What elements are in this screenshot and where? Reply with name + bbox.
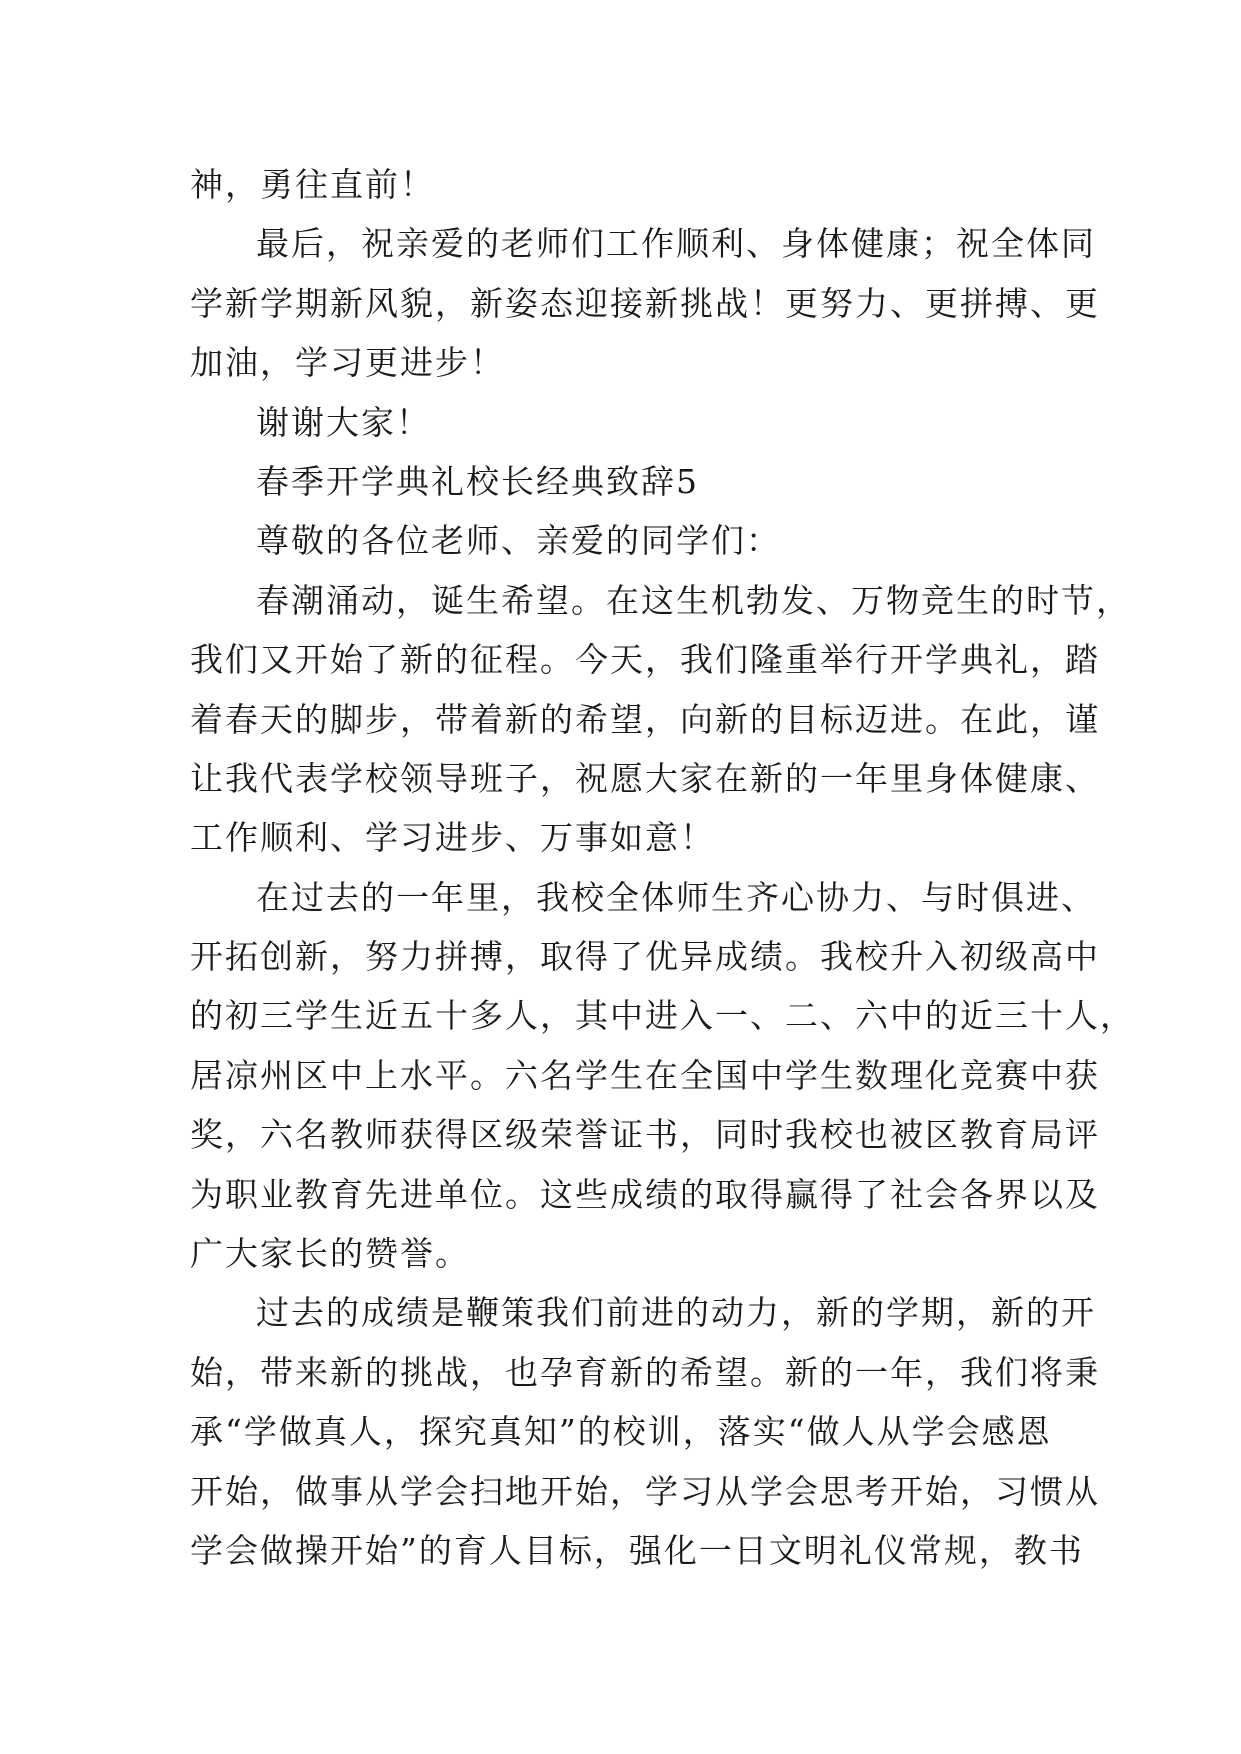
text-line: 过去的成绩是鞭策我们前进的动力，新的学期，新的开 [256,1293,1096,1333]
text-line: 神，勇往直前！ [190,165,435,204]
text-line: 尊敬的各位老师、亲爱的同学们： [256,521,781,561]
text-line: 的初三学生近五十多人，其中进入一、二、六中的近三十人， [190,996,1135,1036]
text-line: 开始，做事从学会扫地开始，学习从学会思考开始，习惯从 [190,1471,1100,1511]
text-line: 广大家长的赞誉。 [190,1234,470,1274]
text-line: 工作顺利、学习进步、万事如意！ [190,818,715,858]
body-text [190,155,1135,1580]
text-line: 学新学期新风貌，新姿态迎接新挑战！更努力、更拼搏、更 [190,283,1100,323]
text-line: 始，带来新的挑战，也孕育新的希望。新的一年，我们将秉 [190,1352,1100,1392]
text-line: 春潮涌动，诞生希望。在这生机勃发、万物竞生的时节， [256,580,1131,620]
text-line: 学会做操开始”的育人目标，强化一日文明礼仪常规，教书 [190,1530,1084,1570]
text-line: 我们又开始了新的征程。今天，我们隆重举行开学典礼，踏 [190,640,1100,680]
text-line: 为职业教育先进单位。这些成绩的取得赢得了社会各界以及 [190,1174,1100,1214]
text-line: 谢谢大家！ [256,402,431,442]
text-line: 在过去的一年里，我校全体师生齐心协力、与时俱进、 [256,877,1096,917]
text-line: 春季开学典礼校长经典致辞5 [256,461,699,501]
text-line: 让我代表学校领导班子，祝愿大家在新的一年里身体健康、 [190,758,1100,798]
text-line: 着春天的脚步，带着新的希望，向新的目标迈进。在此，谨 [190,699,1100,739]
text-line: 居凉州区中上水平。六名学生在全国中学生数理化竞赛中获 [190,1055,1100,1095]
text-line: 最后，祝亲爱的老师们工作顺利、身体健康；祝全体同 [256,224,1096,264]
text-line: 奖，六名教师获得区级荣誉证书，同时我校也被区教育局评 [190,1115,1100,1155]
text-line: 加油，学习更进步！ [190,343,505,383]
text-line: 承“学做真人，探究真知”的校训，落实“做人从学会感恩 [190,1412,1052,1452]
text-line: 开拓创新，努力拼搏，取得了优异成绩。我校升入初级高中 [190,937,1100,977]
